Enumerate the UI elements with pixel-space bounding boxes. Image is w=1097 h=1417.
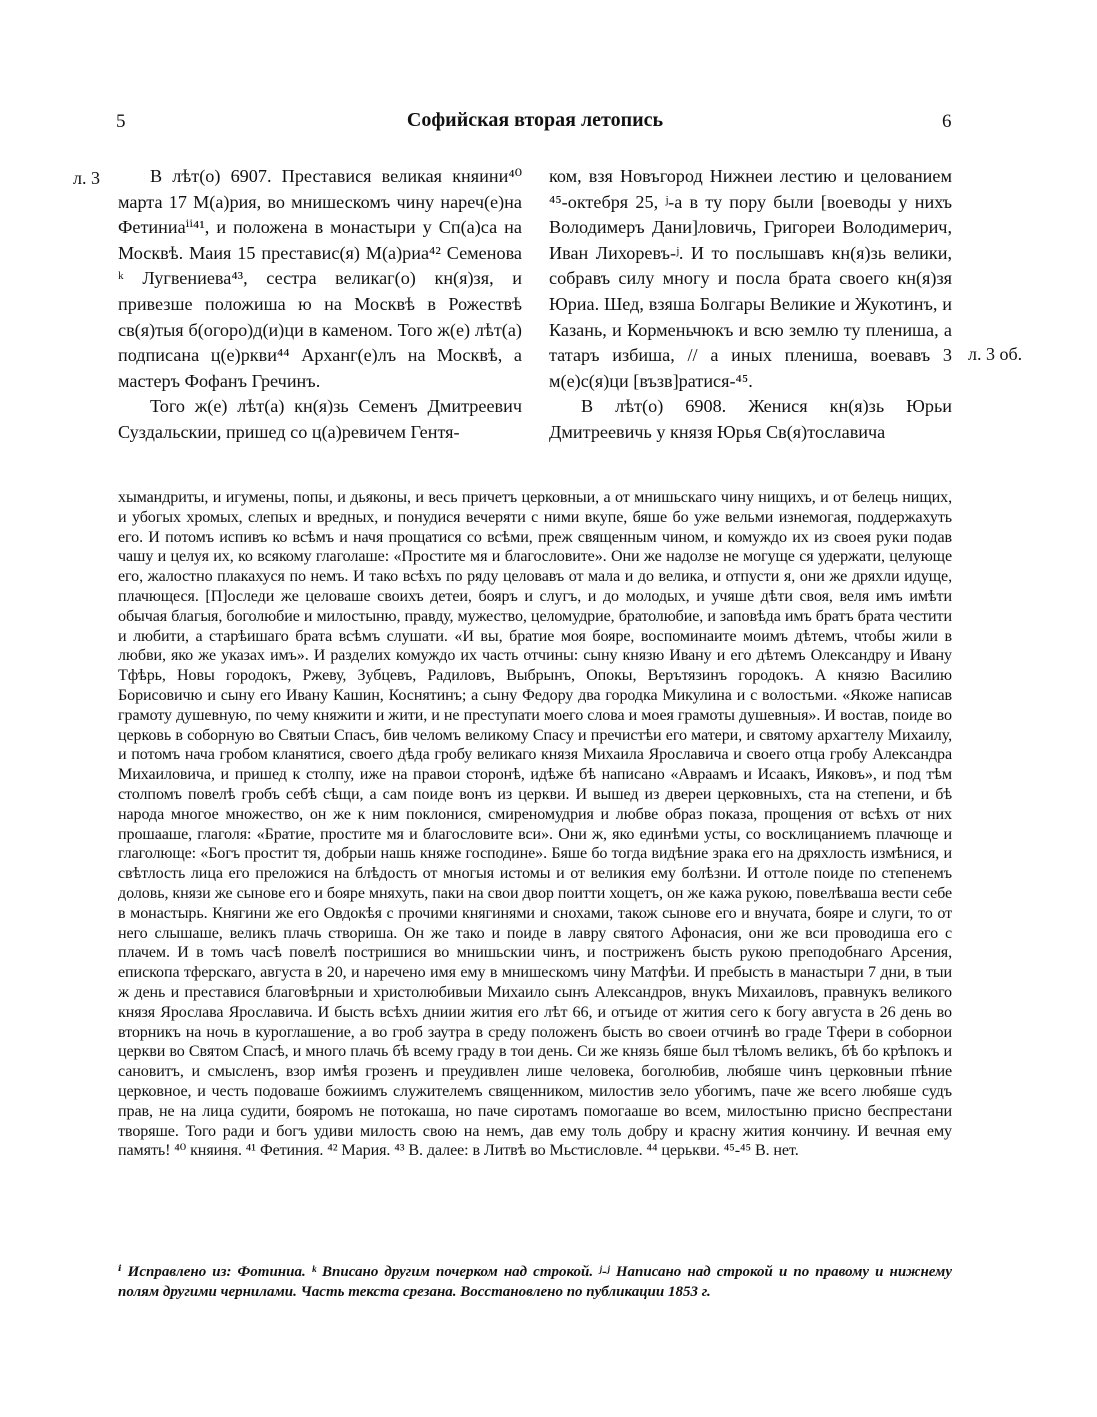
left-column-paragraph: Того ж(е) лѣт(а) кн(я)зь Семенъ Дмитреевич Суздальскии, пришед со ц(а)ревичем Гентя- xyxy=(118,396,522,442)
page-title: Софийская вторая летопись xyxy=(406,109,664,131)
folio-margin-note-left: л. 3 xyxy=(73,168,100,188)
critical-apparatus-notes xyxy=(118,1262,952,1302)
page-number-left: 5 xyxy=(116,111,126,132)
apparatus-text: ⁱ Исправлено из: Фотиниа. ᵏ Вписано другим почерком над строкой. ʲ‑ʲ Написано над строкой и по правому и нижнему полям другими чернилами. Часть текста срезана. Восстановлено по публикации 1853 г. xyxy=(118,1264,952,1300)
main-text-paragraph: хымандриты, и игумены, попы, и дьяконы, и весь причетъ церковныи, а от мнишьскаго чину нищихъ, и от белець нищих, и убогых хромых, слепых и вредных, и понудися вечеряти с ними вкупе, бяше бо уже вельми изнемогая, поддержахуть его. И потомъ испивъ ко всѣмъ и начя прощатися со всѣми, преж священным чином, и комуждо их из своея руки подав чашу и целуя их, ко всякому глаголаше: «Простите мя и благословите». Они же надолзе не могуще ся удержати, целующе его, жалостно плакахуся по немъ. И тако всѣхъ по ряду целовавъ от мала и до велика, и отпусти я, они же дряхли идуще, плачющеся. [П]оследи же целоваше своихъ детеи, бояръ и слугъ, и до молодых, и учяше дѣти своя, веля имъ имѣти обычая благыя, боголюбие и милостыню, правду, мужество, целомудрие, братолюбие, и заповѣда имъ братъ брата честити и любити, а старѣишаго брата всѣмъ слушати. «И вы, братие моя бояре, воспоминаите моимъ дѣтемъ, чтобы жили в любви, яко же указах имъ». И разделих комуждо их часть отчины: сыну князю Ивану и его дѣтемъ Олександру и Ивану Тфѣрь, Новы городокъ, Ржеву, Зубцевъ, Радиловъ, Выбрынъ, Опокы, Верътязинъ городокъ. А князю Василию Борисовичю и сыну его Ивану Кашин, Коснятинъ; а сыну Федору два городка Микулина и с волостьми. «Якоже написав грамоту душевную, по чему княжити и жити, и не преступати моего слова и моея грамоты душевныя». И востав, поиде во церковь в соборную во Святыи Спасъ, бив челомъ великому Спасу и пречистѣи его матери, и святому архагтелу Михаилу, и потомъ нача гробом кланятися, своего дѣда гробу великаго князя Михаила Ярославича и своего отца гробу Александра Михаиловича, и пришед к столпу, иже на правои сторонѣ, идѣже бѣ написано «Авраамъ и Исаакъ, Ияковъ», и под тѣм столпомъ повелѣ гробъ себѣ сѣщи, а сам поиде вонъ из церкви. И вышед из двереи церковныхъ, ста на степени, и бѣ народа многое множество, он же к ним поклонися, смиреномудрия и любве образ показа, прощения от всѣхъ от них прошааше, глаголя: «Братие, простите мя и благословите вси». Они ж, яко единѣми усты, со восклицаниемъ плачюще и глаголюще: «Богъ простит тя, добрыи нашь княже господине». Бяше бо тогда видѣние зрака его на дряхлость измѣнися, и свѣтлость лица его преложися на блѣдость от многыя истомы и от великия ему болѣзни. И оттоле поиде по степенемъ доловь, князи же сынове его и бояре мняхуть, паки на свои двор поитти хощетъ, он же кажа рукою, повелѣваша вести себе в монастырь. Княгини же его Овдокѣя с прочими княгинями и снохами, також сынове его и внучата, бояре и слуги, то от него слышаше, великъ плачь створиша. Он же тако и поиде в лавру святого Афонасия, они же вси проводиша его с плачем. И в томъ часѣ повелѣ постришися во мнишьскии чинъ, и постриженъ бысть рукою преподобнаго Арсения, епископа тферскаго, августа в 20, и наречено имя ему в мнишескомъ чину Матфѣи. И пребысть в манастыри 7 дни, в тыи ж день и преставися благовѣрныи и христолюбивыи Михаило сынъ Александров, внукъ Михаиловъ, правнукъ великого князя Ярослава Ярославича. И бысть всѣхъ дниии жития его лѣт 66, и отъиде от жития сего к богу августа в 26 день во вторникъ на ночь в куроглашение, а во гроб заутра в среду положенъ бысть во своеи отчинѣ во граде Тфери в соборнои церкви во Святом Спасѣ, и много плачь бѣ всему граду в тои день. Си же князь бяше был тѣломъ великъ, бѣ бо крѣпокъ и сановитъ, и смысленъ, взор имѣя грозенъ и преудивлен лише человека, боголюбив, любяше чинъ церковныи пѣние церковное, и честь подоваше божиимъ служителемъ священником, милостив зело убогимъ, паче же всего любяше судъ прав, не на лица судити, бояромъ не потокаша, но паче сиротамъ помогааше во всем, милостыню присно беспрестани творяше. Того ради и богъ удиви милость свою на немъ, дав ему толь добру и красну жития кончину. И вечная ему память! ⁴⁰ княиня. ⁴¹ Фетиния. ⁴² Мария. ⁴³ В. далее: в Литвѣ во Мьстисловле. ⁴⁴ церькви. ⁴⁵‑⁴⁵ В. нет. xyxy=(118,489,952,1160)
right-column-paragraph: В лѣт(о) 6908. Женися кн(я)зь Юрьи Дмитреевичь у князя Юрья Св(я)тославича xyxy=(549,396,952,442)
right-column xyxy=(549,164,952,446)
right-column-paragraph: ком, взя Новъгород Нижнеи лестию и целованием ⁴⁵‑октебря 25, ʲ‑а в ту пору были [воеводы у нихъ Володимеръ Дани]ловичь, Григореи Володимерич, Иван Лихоревъ‑ʲ. И то послышавъ кн(я)зь велики, собравъ силу многу и посла брата своего кн(я)зя Юриа. Шед, взяша Болгары Великие и Жукотинъ, и Казань, и Корменьчюкъ и всю землю ту плениша, а татаръ избиша, // а иных плениша, воевавъ 3 м(е)с(я)ци [възв]ратися‑⁴⁵. xyxy=(549,166,952,391)
left-column xyxy=(118,164,522,446)
left-column-paragraph: В лѣт(о) 6907. Преставися великая княини⁴⁰ марта 17 М(а)рия, во мнишескомъ чину нареч(е)на Фетиниаⁱⁱ⁴¹, и положена в монастыри у Сп(а)са на Москвѣ. Маия 15 преставис(я) М(а)риа⁴² Семенова ᵏ Лугвениева⁴³, сестра великаг(о) кн(я)зя, и привезше положиша ю на Москвѣ в Рожествѣ св(я)тыя б(огоро)д(и)ци в каменом. Того ж(е) лѣт(а) подписана ц(е)ркви⁴⁴ Арханг(е)лъ на Москвѣ, а мастеръ Фофанъ Гречинъ. xyxy=(118,166,522,391)
folio-margin-note-right: л. 3 об. xyxy=(968,344,1023,364)
main-text-block xyxy=(118,488,952,1161)
page-number-right: 6 xyxy=(942,111,952,132)
